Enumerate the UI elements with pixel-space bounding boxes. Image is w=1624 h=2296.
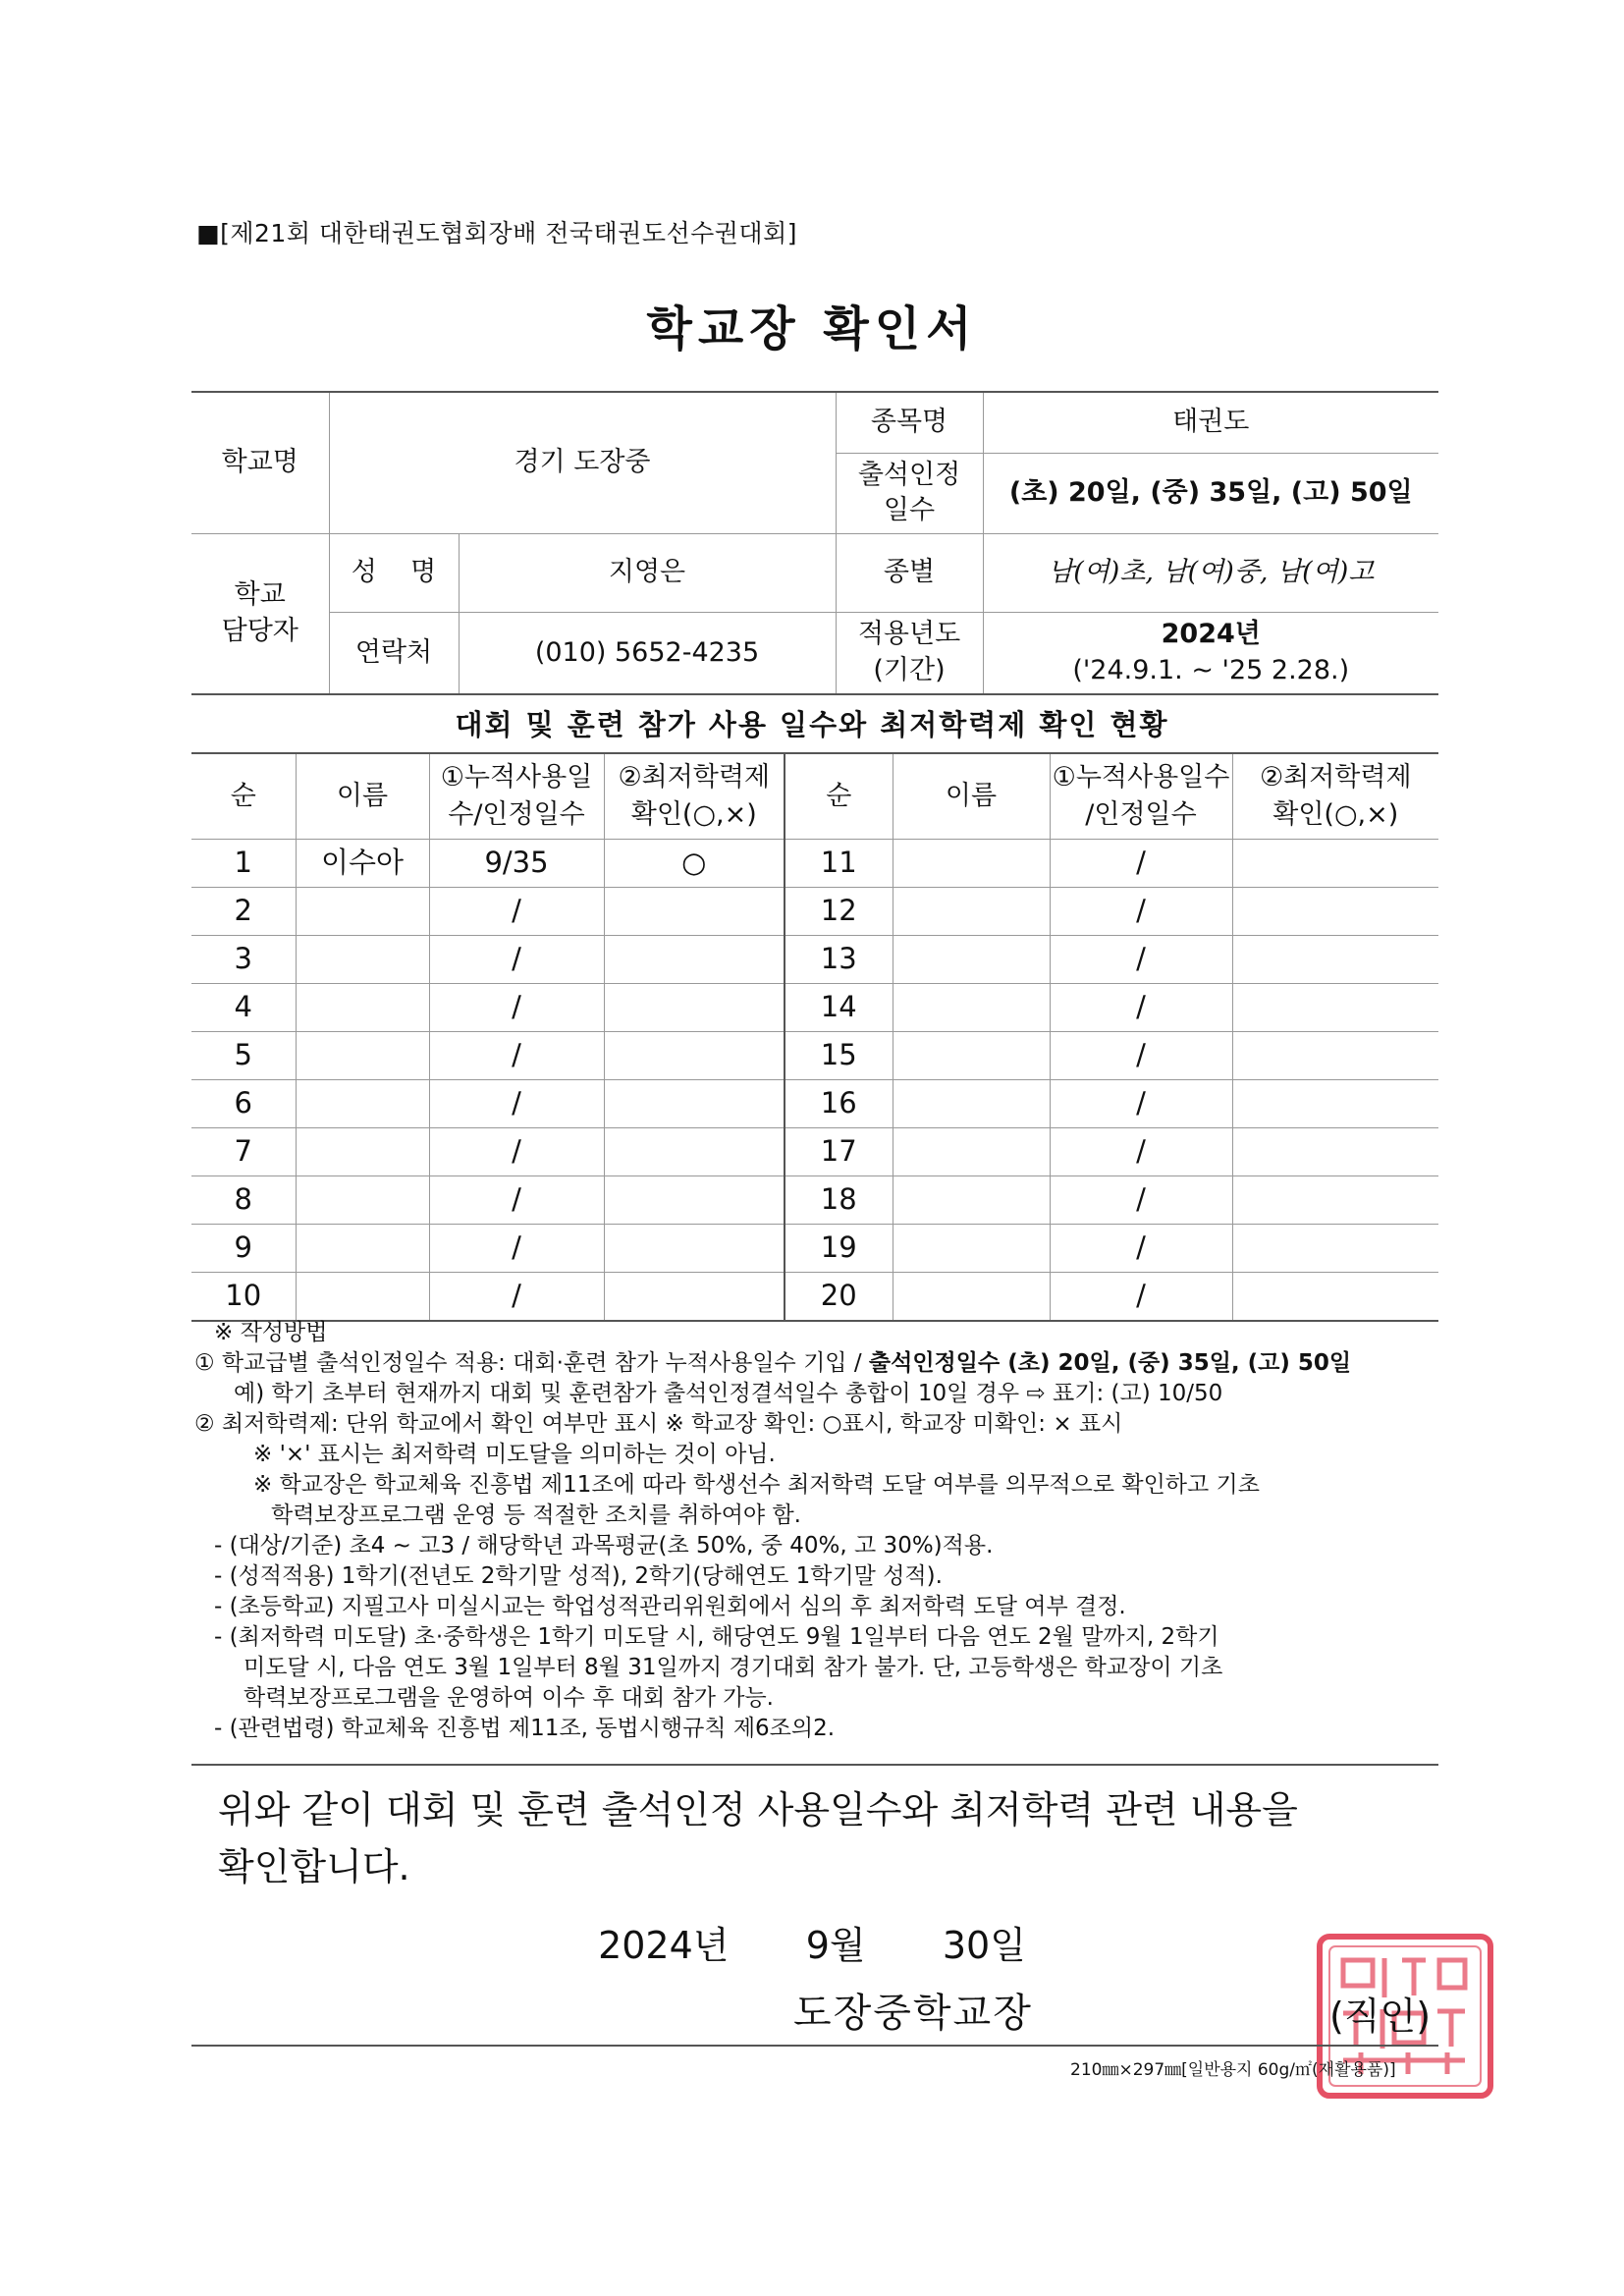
row-check-right: [1232, 888, 1438, 936]
row-days-right: /: [1050, 1176, 1232, 1225]
row-days-right: /: [1050, 1225, 1232, 1273]
notes-heading: ※ 작성방법: [214, 1320, 328, 1345]
row-no-right: 11: [785, 840, 893, 888]
row-days: /: [429, 1273, 604, 1322]
row-name: [296, 1176, 429, 1225]
attendance-value: (초) 20일, (중) 35일, (고) 50일: [983, 453, 1438, 533]
row-check-right: [1232, 936, 1438, 984]
row-check: [604, 1080, 785, 1128]
row-no-right: 19: [785, 1225, 893, 1273]
bottom-divider: [191, 2045, 1438, 2047]
table-row: [191, 1225, 1438, 1273]
principal-name: 도장중학교장: [793, 1991, 1033, 2036]
row-days: /: [429, 1225, 604, 1273]
row-days-right: /: [1050, 1128, 1232, 1176]
page-title: 학교장 확인서: [646, 301, 978, 356]
row-name-right: [893, 1128, 1050, 1176]
table-row: [191, 840, 1438, 888]
row-check-right: [1232, 840, 1438, 888]
row-no: 10: [191, 1273, 296, 1322]
row-days-right: /: [1050, 1273, 1232, 1322]
row-days: /: [429, 888, 604, 936]
table-row: [191, 936, 1438, 984]
row-days-right: /: [1050, 984, 1232, 1032]
row-no-right: 13: [785, 936, 893, 984]
row-name: [296, 984, 429, 1032]
category-label: 종별: [836, 533, 983, 612]
row-check-right: [1232, 1176, 1438, 1225]
row-name: [296, 1128, 429, 1176]
row-name-right: [893, 984, 1050, 1032]
header-name-right: 이름: [893, 753, 1050, 840]
issue-date: 2024년 9월 30일: [598, 1924, 1026, 1967]
contact-label: 연락처: [329, 612, 459, 694]
table-row: [191, 1080, 1438, 1128]
header-days-right: ①누적사용일수 /인정일수: [1050, 753, 1232, 840]
row-name: [296, 936, 429, 984]
instructions: [194, 1318, 1441, 1744]
note-1-example: 예) 학기 초부터 현재까지 대회 및 훈련참가 출석인정결석일수 총합이 10일 경우 ⇨ 표기: (고) 10/50: [234, 1381, 1223, 1406]
row-no-right: 20: [785, 1273, 893, 1322]
year-period: ('24.9.1. ~ '25 2.28.): [1072, 654, 1350, 685]
row-check: [604, 1273, 785, 1322]
detail-4-cont2: 학력보장프로그램을 운영하여 이수 후 대회 참가 가능.: [244, 1685, 774, 1711]
row-days: /: [429, 936, 604, 984]
detail-3: - (초등학교) 지필고사 미실시교는 학업성적관리위원회에서 심의 후 최저학력 도달 여부 결정.: [214, 1594, 1126, 1619]
document-header: ■[제21회 대한태권도협회장배 전국태권도선수권대회]: [196, 219, 797, 247]
row-no-right: 14: [785, 984, 893, 1032]
table-row: [191, 888, 1438, 936]
row-name-right: [893, 888, 1050, 936]
detail-1: - (대상/기준) 초4 ~ 고3 / 해당학년 과목평균(초 50%, 중 40%, 고 30%)적용.: [214, 1533, 994, 1558]
row-name: [296, 1032, 429, 1080]
manager-label: 학교 담당자: [191, 533, 329, 694]
row-days: /: [429, 1032, 604, 1080]
row-check: ○: [604, 840, 785, 888]
category-value: 남(여)초, 남(여)중, 남(여)고: [983, 533, 1438, 612]
confirmation-text: [218, 1781, 1455, 1895]
row-name-right: [893, 1032, 1050, 1080]
year-label: 적용년도 (기간): [836, 612, 983, 694]
section-subtitle: 대회 및 훈련 참가 사용 일수와 최저학력제 확인 현황: [455, 708, 1169, 741]
note-2-b-cont: 학력보장프로그램 운영 등 적절한 조치를 취하여야 함.: [271, 1503, 801, 1528]
divider: [191, 1764, 1438, 1766]
table-row: [191, 1273, 1438, 1322]
detail-4-cont: 미도달 시, 다음 연도 3월 1일부터 8월 31일까지 경기대회 참가 불가. 단, 고등학생은 학교장이 기초: [244, 1655, 1223, 1680]
note-1: [194, 1348, 1441, 1379]
row-no: 1: [191, 840, 296, 888]
row-check-right: [1232, 1225, 1438, 1273]
row-check: [604, 1176, 785, 1225]
header-check: ②최저학력제 확인(○,×): [604, 753, 785, 840]
row-check-right: [1232, 1273, 1438, 1322]
row-no: 9: [191, 1225, 296, 1273]
row-name-right: [893, 936, 1050, 984]
row-check: [604, 984, 785, 1032]
info-table: [191, 391, 1438, 695]
note-2-a: ※ '×' 표시는 최저학력 미도달을 의미하는 것이 아님.: [253, 1442, 776, 1467]
row-days-right: /: [1050, 888, 1232, 936]
note-1-text: ① 학교급별 출석인정일수 적용: 대회·훈련 참가 누적사용일수 기입 /: [194, 1350, 869, 1376]
table-row: [191, 1128, 1438, 1176]
row-name-right: [893, 1176, 1050, 1225]
row-name: 이수아: [296, 840, 429, 888]
row-name-right: [893, 1225, 1050, 1273]
row-check: [604, 1128, 785, 1176]
row-check: [604, 1225, 785, 1273]
attendance-label: 출석인정 일수: [836, 453, 983, 533]
row-name: [296, 888, 429, 936]
event-value: 태권도: [983, 392, 1438, 453]
detail-5: - (관련법령) 학교체육 진흥법 제11조, 동법시행규칙 제6조의2.: [214, 1716, 836, 1741]
row-days: /: [429, 1080, 604, 1128]
table-row: [191, 1032, 1438, 1080]
year-value: 2024년: [1161, 619, 1261, 650]
row-days: /: [429, 1128, 604, 1176]
row-no: 7: [191, 1128, 296, 1176]
table-row: [191, 984, 1438, 1032]
row-name: [296, 1273, 429, 1322]
detail-4: - (최저학력 미도달) 초·중학생은 1학기 미도달 시, 해당연도 9월 1일부터 다음 연도 2월 말까지, 2학기: [214, 1624, 1219, 1650]
row-days: /: [429, 1176, 604, 1225]
row-no: 6: [191, 1080, 296, 1128]
row-no: 4: [191, 984, 296, 1032]
row-check-right: [1232, 984, 1438, 1032]
row-name-right: [893, 1273, 1050, 1322]
row-check: [604, 936, 785, 984]
row-no-right: 17: [785, 1128, 893, 1176]
row-name: [296, 1225, 429, 1273]
school-label: 학교명: [191, 392, 329, 533]
row-no-right: 18: [785, 1176, 893, 1225]
row-no-right: 16: [785, 1080, 893, 1128]
paper-spec: 210㎜×297㎜[일반용지 60g/㎡(재활용품)]: [1070, 2060, 1396, 2080]
note-2-b: ※ 학교장은 학교체육 진흥법 제11조에 따라 학생선수 최저학력 도달 여부를 의무적으로 확인하고 기초: [253, 1472, 1260, 1498]
confirmation-line-2: 확인합니다.: [218, 1845, 410, 1888]
header-days: ①누적사용일 수/인정일수: [429, 753, 604, 840]
row-days-right: /: [1050, 936, 1232, 984]
header-no-right: 순: [785, 753, 893, 840]
row-check: [604, 888, 785, 936]
row-name-right: [893, 840, 1050, 888]
header-no: 순: [191, 753, 296, 840]
school-value: 경기 도장중: [329, 392, 836, 533]
name-label: 성 명: [329, 533, 459, 612]
header-name: 이름: [296, 753, 429, 840]
row-no: 3: [191, 936, 296, 984]
row-no: 2: [191, 888, 296, 936]
contact-value: (010) 5652-4235: [459, 612, 836, 694]
row-name-right: [893, 1080, 1050, 1128]
year-cell: [983, 612, 1438, 694]
participation-table: [191, 752, 1438, 1322]
event-label: 종목명: [836, 392, 983, 453]
row-no-right: 15: [785, 1032, 893, 1080]
row-days: 9/35: [429, 840, 604, 888]
header-check-right: ②최저학력제 확인(○,×): [1232, 753, 1438, 840]
row-days: /: [429, 984, 604, 1032]
note-1-bold: 출석인정일수 (초) 20일, (중) 35일, (고) 50일: [868, 1350, 1352, 1376]
row-days-right: /: [1050, 840, 1232, 888]
row-check-right: [1232, 1128, 1438, 1176]
row-days-right: /: [1050, 1032, 1232, 1080]
row-check-right: [1232, 1032, 1438, 1080]
seal-label: (직인): [1329, 1995, 1432, 2038]
row-no-right: 12: [785, 888, 893, 936]
detail-2: - (성적적용) 1학기(전년도 2학기말 성적), 2학기(당해연도 1학기말 성적).: [214, 1563, 943, 1589]
table-row: [191, 1176, 1438, 1225]
confirmation-line-1: 위와 같이 대회 및 훈련 출석인정 사용일수와 최저학력 관련 내용을: [218, 1788, 1298, 1831]
row-no: 5: [191, 1032, 296, 1080]
row-check: [604, 1032, 785, 1080]
row-check-right: [1232, 1080, 1438, 1128]
row-name: [296, 1080, 429, 1128]
row-no: 8: [191, 1176, 296, 1225]
note-2: ② 최저학력제: 단위 학교에서 확인 여부만 표시 ※ 학교장 확인: ○표시, 학교장 미확인: × 표시: [194, 1411, 1123, 1437]
row-days-right: /: [1050, 1080, 1232, 1128]
name-value: 지영은: [459, 533, 836, 612]
